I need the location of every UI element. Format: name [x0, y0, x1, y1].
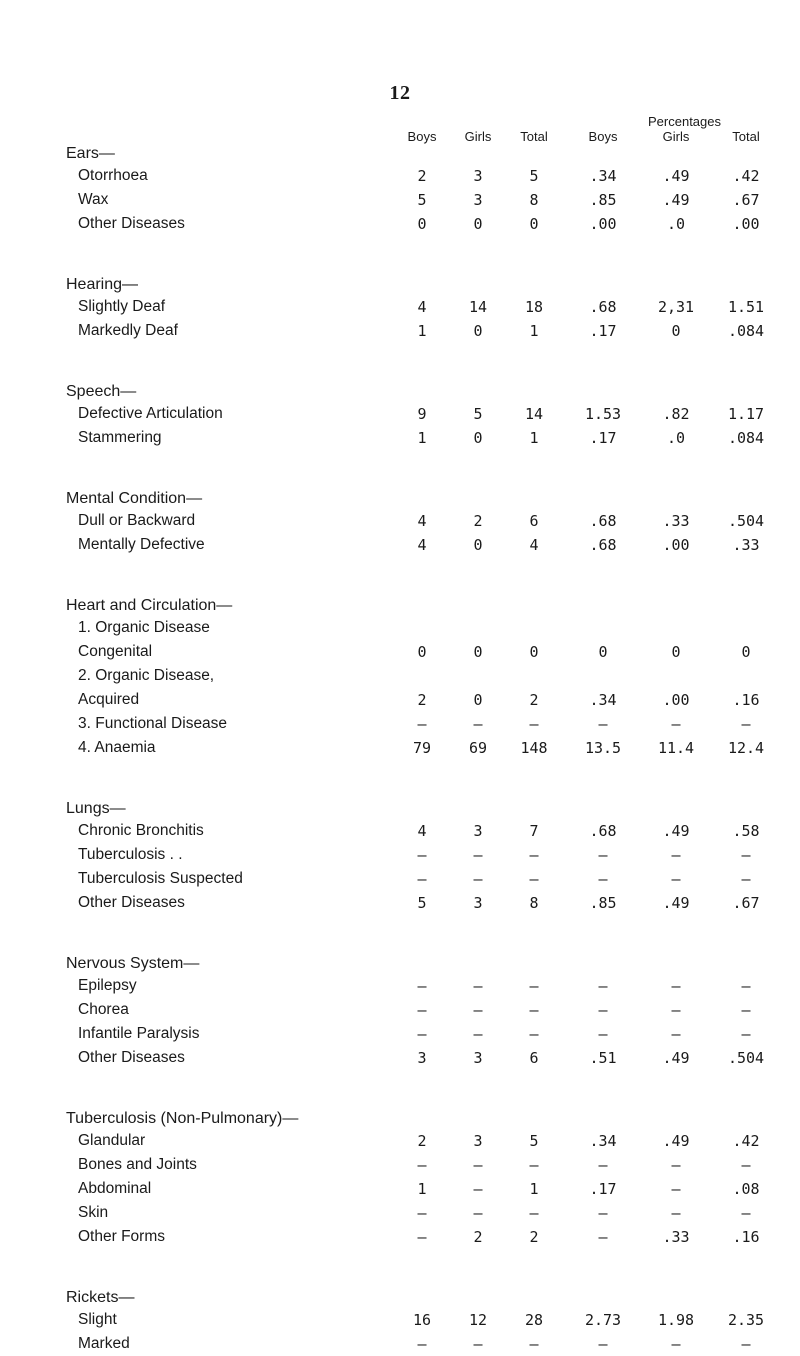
row-label: Slightly Deaf: [78, 298, 166, 315]
table-cell: 4: [417, 822, 427, 840]
table-cell: .084: [727, 322, 765, 340]
section-gap: [0, 1070, 800, 1104]
table-cell: 0: [417, 643, 427, 661]
table-cell: 2: [473, 512, 483, 530]
row-label: Other Diseases: [78, 894, 185, 911]
row-label: Wax: [78, 191, 109, 208]
table-cell: 2.73: [584, 1311, 622, 1329]
table-cell: .67: [732, 191, 760, 209]
row-label: Abdominal: [78, 1180, 152, 1197]
table-cell: 1.53: [584, 405, 622, 423]
table-row: [0, 1046, 800, 1070]
table-cell: —: [529, 870, 539, 888]
table-cell: 1.17: [727, 405, 765, 423]
table-cell: 0: [529, 643, 539, 661]
table-cell: —: [671, 1156, 681, 1174]
table-cell: 7: [529, 822, 539, 840]
row-label: Infantile Paralysis: [78, 1025, 200, 1042]
section-heading: [0, 1283, 800, 1308]
table-cell: 0: [671, 643, 681, 661]
section-title: Rickets—: [66, 1289, 135, 1306]
column-header-girls: Girls: [464, 129, 492, 144]
table-row: [0, 1153, 800, 1177]
table-cell: .42: [732, 167, 760, 185]
section-title: Ears—: [66, 145, 115, 162]
row-label: Markedly Deaf: [78, 322, 178, 339]
row-label: Mentally Defective: [78, 536, 205, 553]
table-cell: .49: [662, 167, 690, 185]
row-label: 1. Organic Disease: [78, 619, 210, 636]
table-cell: 14: [524, 405, 544, 423]
table-cell: —: [417, 1228, 427, 1246]
table-row: [0, 188, 800, 212]
table-cell: .49: [662, 1132, 690, 1150]
table-cell: 2,31: [657, 298, 695, 316]
column-header-boys-pct: Boys: [588, 129, 618, 144]
section-title: Mental Condition—: [66, 490, 203, 507]
table-cell: 0: [473, 691, 483, 709]
table-cell: —: [741, 715, 751, 733]
table-cell: .17: [589, 322, 617, 340]
table-row: [0, 533, 800, 557]
table-cell: 9: [417, 405, 427, 423]
table-cell: —: [671, 870, 681, 888]
table-cell: —: [473, 715, 483, 733]
table-cell: —: [417, 870, 427, 888]
column-header-girls-pct: Girls: [662, 129, 690, 144]
table-cell: 4: [417, 512, 427, 530]
table-cell: —: [598, 1156, 608, 1174]
table-cell: 8: [529, 894, 539, 912]
column-header-total-pct: Total: [732, 129, 760, 144]
table-cell: 148: [520, 739, 548, 757]
table-cell: —: [417, 1156, 427, 1174]
table-cell: 18: [524, 298, 544, 316]
percentages-header: Percentages: [648, 114, 721, 129]
table-cell: —: [741, 1204, 751, 1222]
table-cell: 2.35: [727, 1311, 765, 1329]
table-cell: —: [529, 977, 539, 995]
row-label: Other Forms: [78, 1228, 165, 1245]
table-cell: —: [529, 1335, 539, 1353]
table-cell: 3: [473, 1132, 483, 1150]
row-label: Slight: [78, 1311, 117, 1328]
table-cell: .16: [732, 691, 760, 709]
table-cell: 2: [529, 1228, 539, 1246]
table-cell: —: [417, 846, 427, 864]
section-title: Lungs—: [66, 800, 126, 817]
table-cell: —: [473, 977, 483, 995]
row-label: Acquired: [78, 691, 140, 708]
table-cell: 2: [417, 167, 427, 185]
row-label: 3. Functional Disease: [78, 715, 228, 732]
section-heading: [0, 1104, 800, 1129]
table-cell: —: [417, 1001, 427, 1019]
table-cell: —: [671, 1001, 681, 1019]
section-gap: [0, 343, 800, 377]
table-cell: .17: [589, 1180, 617, 1198]
table-row: [0, 640, 800, 664]
table-cell: .33: [662, 1228, 690, 1246]
table-row: [0, 212, 800, 236]
table-cell: .16: [732, 1228, 760, 1246]
table-cell: —: [741, 1335, 751, 1353]
table-row: [0, 426, 800, 450]
table-cell: .0: [666, 215, 686, 233]
table-row: [0, 295, 800, 319]
section-gap: [0, 760, 800, 794]
section-title: Hearing—: [66, 276, 139, 293]
table-cell: —: [598, 715, 608, 733]
section-gap: [0, 915, 800, 949]
table-cell: .084: [727, 429, 765, 447]
table-row: [0, 712, 800, 736]
section-heading: [0, 377, 800, 402]
table-cell: —: [529, 1204, 539, 1222]
section-title: Speech—: [66, 383, 137, 400]
table-cell: —: [473, 1001, 483, 1019]
medical-inspection-table: [0, 139, 800, 1356]
table-cell: .34: [589, 1132, 617, 1150]
section-title: Tuberculosis (Non-Pulmonary)—: [66, 1110, 299, 1127]
table-row: [0, 819, 800, 843]
table-cell: 1: [417, 1180, 427, 1198]
table-row: [0, 319, 800, 343]
table-cell: —: [671, 1335, 681, 1353]
table-row: [0, 688, 800, 712]
table-cell: .68: [589, 822, 617, 840]
section-heading: [0, 949, 800, 974]
table-cell: .33: [732, 536, 760, 554]
row-label: Tuberculosis . .: [78, 846, 183, 863]
table-row: [0, 1129, 800, 1153]
table-cell: .49: [662, 822, 690, 840]
table-row: [0, 1177, 800, 1201]
row-label: Bones and Joints: [78, 1156, 197, 1173]
table-cell: 12.4: [727, 739, 765, 757]
table-row: [0, 998, 800, 1022]
row-label: Congenital: [78, 643, 153, 660]
table-cell: .34: [589, 691, 617, 709]
row-label: Chronic Bronchitis: [78, 822, 204, 839]
table-cell: —: [529, 1001, 539, 1019]
row-label: 4. Anaemia: [78, 739, 156, 756]
table-cell: —: [417, 1025, 427, 1043]
table-cell: —: [741, 977, 751, 995]
table-cell: 16: [412, 1311, 432, 1329]
table-cell: .00: [589, 215, 617, 233]
table-cell: .08: [732, 1180, 760, 1198]
table-cell: .17: [589, 429, 617, 447]
table-cell: .82: [662, 405, 690, 423]
table-cell: —: [473, 1204, 483, 1222]
table-cell: —: [671, 1180, 681, 1198]
row-label: Dull or Backward: [78, 512, 196, 529]
table-cell: 5: [529, 1132, 539, 1150]
table-cell: —: [598, 870, 608, 888]
table-cell: .49: [662, 191, 690, 209]
table-cell: —: [741, 1156, 751, 1174]
table-cell: 1: [529, 322, 539, 340]
table-row: [0, 664, 800, 688]
row-label: Other Diseases: [78, 1049, 185, 1066]
table-cell: .504: [727, 512, 765, 530]
table-cell: 2: [529, 691, 539, 709]
table-cell: 3: [473, 894, 483, 912]
table-row: [0, 164, 800, 188]
section-gap: [0, 557, 800, 591]
table-cell: —: [417, 715, 427, 733]
table-cell: 5: [417, 191, 427, 209]
table-cell: 8: [529, 191, 539, 209]
table-cell: —: [417, 977, 427, 995]
table-cell: .33: [662, 512, 690, 530]
table-cell: 6: [529, 512, 539, 530]
table-cell: 2: [417, 691, 427, 709]
row-label: Otorrhoea: [78, 167, 148, 184]
table-cell: .504: [727, 1049, 765, 1067]
row-label: Stammering: [78, 429, 162, 446]
table-cell: 4: [417, 536, 427, 554]
table-cell: —: [598, 1001, 608, 1019]
table-cell: 5: [473, 405, 483, 423]
table-cell: 5: [529, 167, 539, 185]
table-cell: 1: [417, 322, 427, 340]
row-label: 2. Organic Disease,: [78, 667, 215, 684]
table-cell: —: [598, 1335, 608, 1353]
table-cell: 0: [741, 643, 751, 661]
table-cell: .85: [589, 191, 617, 209]
row-label: Chorea: [78, 1001, 129, 1018]
table-cell: .49: [662, 1049, 690, 1067]
table-row: [0, 1332, 800, 1356]
table-cell: 4: [529, 536, 539, 554]
table-cell: —: [598, 1228, 608, 1246]
row-label: Marked: [78, 1335, 130, 1352]
table-row: [0, 509, 800, 533]
table-cell: —: [473, 1156, 483, 1174]
table-cell: —: [417, 1204, 427, 1222]
table-row: [0, 1022, 800, 1046]
table-cell: .49: [662, 894, 690, 912]
table-cell: .85: [589, 894, 617, 912]
section-heading: [0, 794, 800, 819]
section-gap: [0, 236, 800, 270]
table-cell: 1.51: [727, 298, 765, 316]
table-cell: —: [741, 870, 751, 888]
table-cell: .68: [589, 512, 617, 530]
table-cell: .00: [732, 215, 760, 233]
page-number: 12: [389, 82, 411, 104]
table-cell: 5: [417, 894, 427, 912]
section-gap: [0, 1249, 800, 1283]
row-label: Tuberculosis Suspected: [78, 870, 243, 887]
table-cell: —: [529, 846, 539, 864]
table-cell: 0: [473, 643, 483, 661]
table-cell: 79: [412, 739, 432, 757]
table-row: [0, 1308, 800, 1332]
table-cell: 13.5: [584, 739, 622, 757]
section-heading: [0, 139, 800, 164]
row-label: Defective Articulation: [78, 405, 223, 422]
table-cell: —: [473, 1025, 483, 1043]
table-row: [0, 867, 800, 891]
table-cell: —: [473, 1180, 483, 1198]
table-cell: —: [529, 715, 539, 733]
table-cell: —: [473, 846, 483, 864]
table-cell: —: [671, 715, 681, 733]
table-cell: 12: [468, 1311, 488, 1329]
table-cell: —: [598, 1025, 608, 1043]
table-row: [0, 402, 800, 426]
table-cell: 14: [468, 298, 488, 316]
table-cell: 4: [417, 298, 427, 316]
table-cell: 3: [473, 191, 483, 209]
table-cell: —: [741, 846, 751, 864]
table-cell: 0: [473, 215, 483, 233]
table-cell: 1: [529, 1180, 539, 1198]
table-cell: .34: [589, 167, 617, 185]
section-title: Nervous System—: [66, 955, 200, 972]
table-row: [0, 1225, 800, 1249]
table-cell: 0: [598, 643, 608, 661]
table-cell: .00: [662, 536, 690, 554]
table-cell: .00: [662, 691, 690, 709]
table-cell: —: [598, 1204, 608, 1222]
table-cell: 2: [417, 1132, 427, 1150]
table-cell: —: [598, 846, 608, 864]
table-cell: .58: [732, 822, 760, 840]
table-cell: 2: [473, 1228, 483, 1246]
table-row: [0, 616, 800, 640]
table-cell: —: [741, 1025, 751, 1043]
table-row: [0, 891, 800, 915]
table-cell: 0: [417, 215, 427, 233]
table-cell: 6: [529, 1049, 539, 1067]
table-cell: 0: [473, 536, 483, 554]
table-cell: 0: [671, 322, 681, 340]
section-gap: [0, 450, 800, 484]
table-cell: 3: [417, 1049, 427, 1067]
table-cell: —: [473, 1335, 483, 1353]
section-heading: [0, 484, 800, 509]
table-cell: .68: [589, 536, 617, 554]
table-cell: —: [671, 1204, 681, 1222]
table-cell: .0: [666, 429, 686, 447]
table-row: [0, 736, 800, 760]
table-cell: 11.4: [657, 739, 695, 757]
table-cell: 1: [529, 429, 539, 447]
table-cell: 28: [524, 1311, 544, 1329]
table-cell: —: [671, 977, 681, 995]
table-cell: —: [417, 1335, 427, 1353]
row-label: Glandular: [78, 1132, 146, 1149]
table-cell: 69: [468, 739, 488, 757]
table-cell: 3: [473, 822, 483, 840]
table-cell: 1: [417, 429, 427, 447]
table-cell: 0: [529, 215, 539, 233]
table-row: [0, 1201, 800, 1225]
column-header-total: Total: [520, 129, 548, 144]
section-heading: [0, 270, 800, 295]
table-cell: —: [671, 846, 681, 864]
table-cell: 3: [473, 1049, 483, 1067]
table-row: [0, 843, 800, 867]
table-cell: —: [741, 1001, 751, 1019]
section-heading: [0, 591, 800, 616]
row-label: Other Diseases: [78, 215, 185, 232]
table-cell: —: [671, 1025, 681, 1043]
section-title: Heart and Circulation—: [66, 597, 233, 614]
table-cell: —: [598, 977, 608, 995]
table-cell: 0: [473, 322, 483, 340]
table-cell: 1.98: [657, 1311, 695, 1329]
table-cell: —: [529, 1025, 539, 1043]
table-cell: 3: [473, 167, 483, 185]
table-cell: —: [473, 870, 483, 888]
row-label: Epilepsy: [78, 977, 137, 994]
table-cell: .68: [589, 298, 617, 316]
table-row: [0, 974, 800, 998]
table-cell: —: [529, 1156, 539, 1174]
row-label: Skin: [78, 1204, 109, 1221]
table-cell: 0: [473, 429, 483, 447]
table-cell: .51: [589, 1049, 617, 1067]
table-cell: .42: [732, 1132, 760, 1150]
column-header-boys: Boys: [407, 129, 437, 144]
table-cell: .67: [732, 894, 760, 912]
